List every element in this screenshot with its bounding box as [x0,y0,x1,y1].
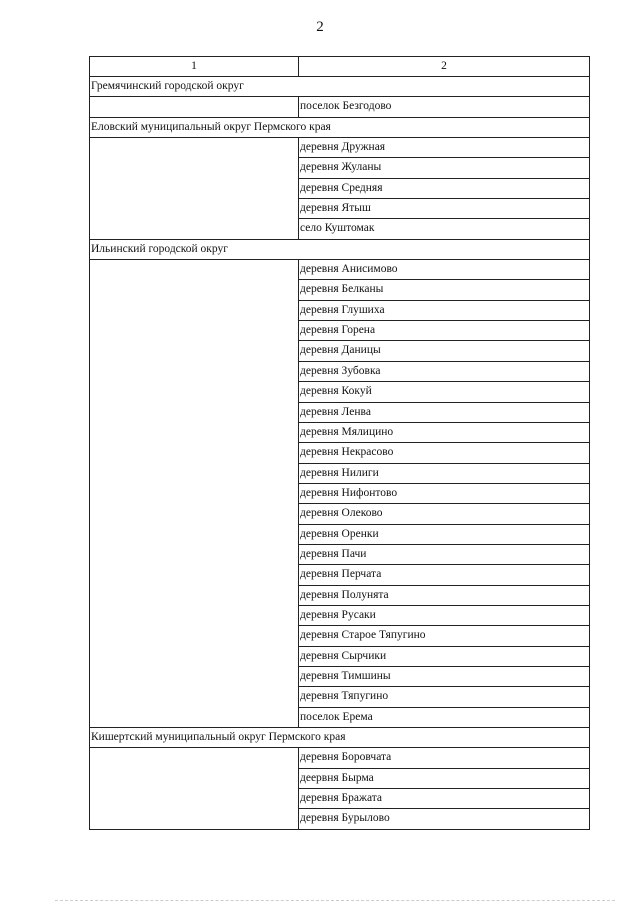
settlements-table [89,56,590,830]
settlement-name: деревня Ленва [299,402,590,422]
settlement-name: деревня Боровчата [299,748,590,768]
settlement-name: деревня Пачи [299,544,590,564]
settlement-name: деревня Некрасово [299,443,590,463]
column-number-1: 1 [90,57,299,77]
settlement-row [90,138,590,158]
district-spacer-cell [90,260,299,728]
settlement-name: деревня Дружная [299,138,590,158]
settlement-name: село Куштомак [299,219,590,239]
settlement-name: деревня Анисимово [299,260,590,280]
district-row [90,239,590,259]
district-row [90,728,590,748]
district-row [90,77,590,97]
settlement-name: деревня Тяпугино [299,687,590,707]
settlement-name: деревня Глушиха [299,300,590,320]
settlement-name: деревня Белканы [299,280,590,300]
column-number-row [90,57,590,77]
settlement-name: поселок Ерема [299,707,590,727]
settlement-name: деревня Зубовка [299,361,590,381]
settlement-name: деервня Бырма [299,768,590,788]
settlement-name: деревня Олеково [299,504,590,524]
settlement-name: деревня Бурылово [299,809,590,829]
settlement-name: деревня Русаки [299,605,590,625]
district-row [90,117,590,137]
settlement-name: деревня Тимшины [299,666,590,686]
district-spacer-cell [90,138,299,240]
settlement-name: деревня Даницы [299,341,590,361]
settlement-row [90,260,590,280]
settlement-name: деревня Сырчики [299,646,590,666]
settlement-name: деревня Средняя [299,178,590,198]
column-number-2: 2 [299,57,590,77]
settlement-name: деревня Ятыш [299,199,590,219]
settlement-name: деревня Кокуй [299,382,590,402]
settlement-name: деревня Оренки [299,524,590,544]
scan-edge-line [55,900,615,901]
settlement-name: деревня Нилиги [299,463,590,483]
district-name: Еловский муниципальный округ Пермского края [90,117,590,137]
district-name: Ильинский городской округ [90,239,590,259]
page-number: 2 [316,19,324,35]
settlement-name: деревня Перчата [299,565,590,585]
settlement-row [90,97,590,117]
settlement-row [90,748,590,768]
district-spacer-cell [90,748,299,829]
district-name: Гремячинский городской округ [90,77,590,97]
settlement-name: деревня Мялицино [299,422,590,442]
settlement-name: поселок Безгодово [299,97,590,117]
district-name: Кишертский муниципальный округ Пермского края [90,728,590,748]
settlement-name: деревня Старое Тяпугино [299,626,590,646]
settlements-table-body [90,57,590,830]
settlement-name: деревня Бражата [299,789,590,809]
settlement-name: деревня Жуланы [299,158,590,178]
settlement-name: деревня Горена [299,321,590,341]
district-spacer-cell [90,97,299,117]
settlement-name: деревня Полунята [299,585,590,605]
settlement-name: деревня Нифонтово [299,483,590,503]
